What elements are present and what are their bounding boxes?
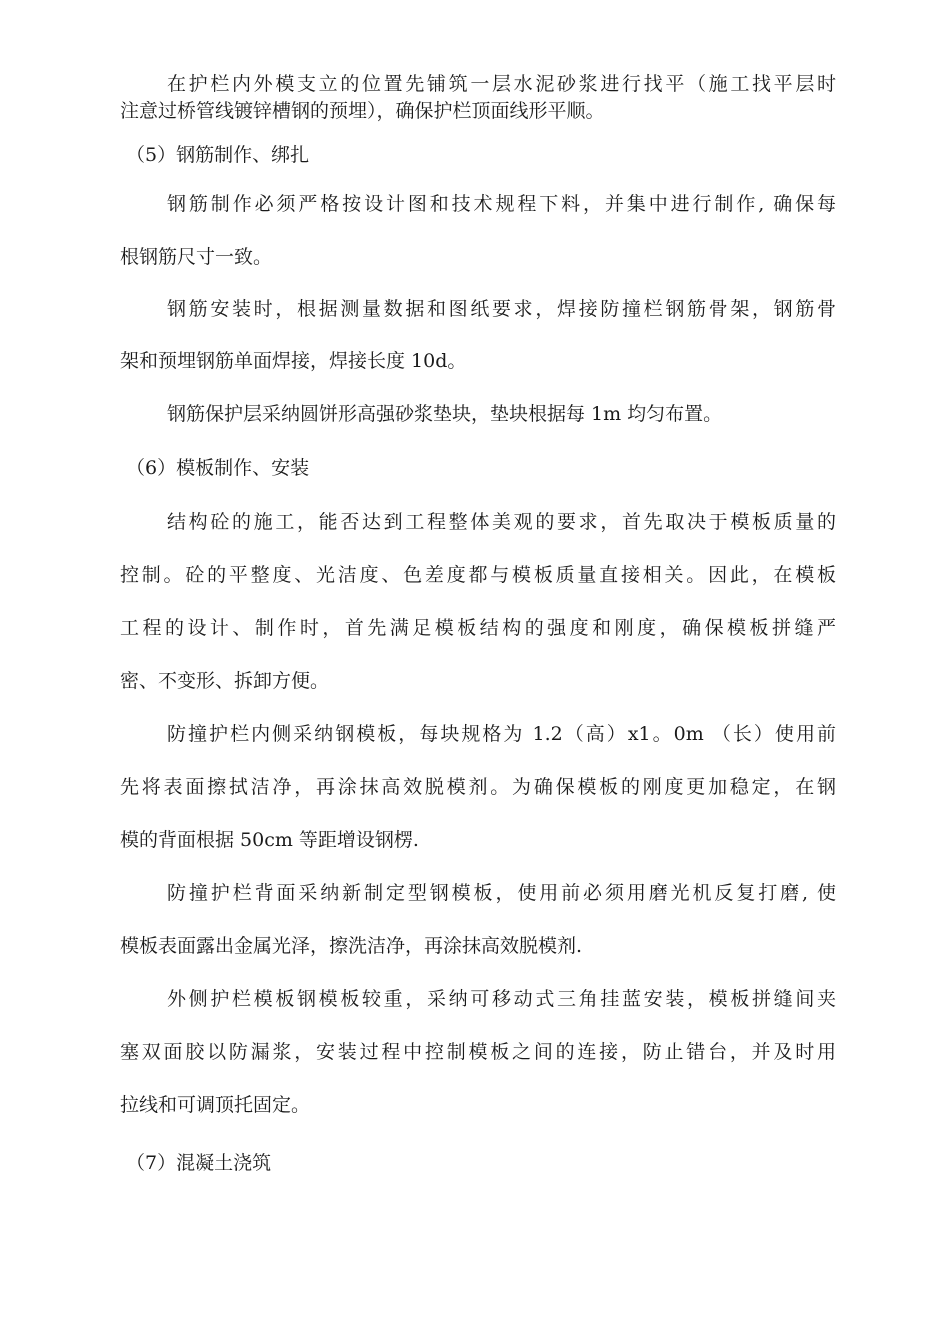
paragraph-line: 模的背面根据 50cm 等距增设钢楞. — [120, 829, 419, 851]
paragraph-line: 防撞护栏内侧采纳钢模板，每块规格为 1.2（高）x1。0m （长）使用前 — [167, 723, 836, 745]
paragraph-line: 模板表面露出金属光泽，擦洗洁净，再涂抹高效脱模剂. — [120, 935, 583, 957]
paragraph-line: 根钢筋尺寸一致。 — [120, 246, 273, 268]
section-heading: （7）混凝土浇筑 — [126, 1152, 272, 1174]
paragraph-line: 外侧护栏模板钢模板较重，采纳可移动式三角挂蓝安装，模板拼缝间夹 — [167, 988, 836, 1010]
paragraph-line: 控制。砼的平整度、光洁度、色差度都与模板质量直接相关。因此，在模板 — [120, 564, 836, 586]
paragraph-line: 塞双面胶以防漏浆，安装过程中控制模板之间的连接，防止错台，并及时用 — [120, 1041, 836, 1063]
paragraph-line: 注意过桥管线镀锌槽钢的预埋），确保护栏顶面线形平顺。 — [120, 100, 605, 122]
paragraph-line: 防撞护栏背面采纳新制定型钢模板，使用前必须用磨光机反复打磨, 使 — [167, 882, 836, 904]
paragraph-line: 拉线和可调顶托固定。 — [120, 1094, 311, 1116]
paragraph-line: 钢筋安装时，根据测量数据和图纸要求，焊接防撞栏钢筋骨架，钢筋骨 — [167, 298, 836, 320]
paragraph-line: 架和预埋钢筋单面焊接，焊接长度 10d。 — [120, 350, 467, 372]
paragraph-line: 先将表面擦拭洁净，再涂抹高效脱模剂。为确保模板的刚度更加稳定，在钢 — [120, 776, 836, 798]
section-heading: （6）模板制作、安装 — [126, 457, 310, 479]
paragraph-line: 在护栏内外模支立的位置先铺筑一层水泥砂浆进行找平（施工找平层时 — [167, 73, 836, 95]
paragraph-line: 钢筋保护层采纳圆饼形高强砂浆垫块，垫块根据每 1m 均匀布置。 — [167, 403, 723, 425]
paragraph-line: 工程的设计、制作时，首先满足模板结构的强度和刚度，确保模板拼缝严 — [120, 617, 836, 639]
paragraph-line: 钢筋制作必须严格按设计图和技术规程下料，并集中进行制作, 确保每 — [167, 193, 836, 215]
section-heading: （5）钢筋制作、绑扎 — [126, 144, 310, 166]
paragraph-line: 密、不变形、拆卸方便。 — [120, 670, 330, 692]
paragraph-line: 结构砼的施工，能否达到工程整体美观的要求，首先取决于模板质量的 — [167, 511, 836, 533]
